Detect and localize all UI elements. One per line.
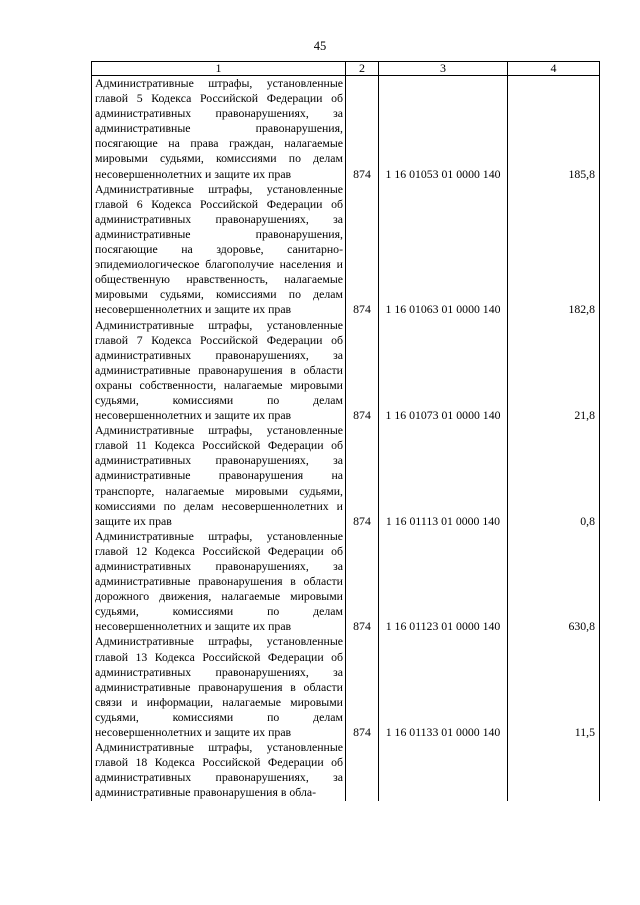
- table-row: [92, 76, 600, 182]
- row-amount: 630,8: [508, 529, 600, 635]
- row-description: Административные штрафы, установленные главой 12 Кодекса Российской Федерации об административных правонарушениях, за административные правонарушения в области дорожного движения, налагаемые мировыми судьями, комиссиями по делам несовершеннолетних и защите их прав: [92, 529, 346, 635]
- row-budget-code: [379, 740, 508, 800]
- table-row: [92, 634, 600, 740]
- row-admin-code: 874: [346, 76, 379, 182]
- row-admin-code: 874: [346, 182, 379, 318]
- row-budget-code: 1 16 01123 01 0000 140: [379, 529, 508, 635]
- row-admin-code: 874: [346, 634, 379, 740]
- column-header-4: 4: [508, 62, 600, 76]
- column-header-2: 2: [346, 62, 379, 76]
- row-description: Административные штрафы, установленные главой 7 Кодекса Российской Федерации об административных правонарушениях, за административные правонарушения в области охраны собственности, налагаемые мировыми судьями, комиссиями по делам несовершеннолетних и защите их прав: [92, 318, 346, 424]
- row-admin-code: [346, 740, 379, 800]
- table-row: [92, 318, 600, 424]
- row-budget-code: 1 16 01073 01 0000 140: [379, 318, 508, 424]
- row-admin-code: 874: [346, 529, 379, 635]
- table-row: [92, 182, 600, 318]
- table-row: [92, 740, 600, 800]
- budget-revenue-table: [91, 61, 600, 801]
- column-header-3: 3: [379, 62, 508, 76]
- row-description: Административные штрафы, установленные главой 13 Кодекса Российской Федерации об административных правонарушениях, за административные правонарушения в области связи и информации, налагаемые мировыми судьями, комиссиями по делам несовершеннолетних и защите их прав: [92, 634, 346, 740]
- row-amount: 11,5: [508, 634, 600, 740]
- row-budget-code: 1 16 01133 01 0000 140: [379, 634, 508, 740]
- row-admin-code: 874: [346, 318, 379, 424]
- row-amount: 21,8: [508, 318, 600, 424]
- table-header-row: [92, 62, 600, 76]
- column-header-1: 1: [92, 62, 346, 76]
- row-description: Административные штрафы, установленные главой 5 Кодекса Российской Федерации об административных правонарушениях, за административные правонарушения, посягающие на права граждан, налагаемые мировыми судьями, комиссиями по делам несовершеннолетних и защите их прав: [92, 76, 346, 182]
- row-budget-code: 1 16 01053 01 0000 140: [379, 76, 508, 182]
- row-description: Административные штрафы, установленные главой 6 Кодекса Российской Федерации об административных правонарушениях, за административные правонарушения, посягающие на здоровье, санитарно-эпидемиологическое благополучие населения и общественную нравственность, налагаемые мировыми судьями, комиссиями по делам несовершеннолетних и защите их прав: [92, 182, 346, 318]
- table-row: [92, 423, 600, 529]
- row-description: Административные штрафы, установленные главой 18 Кодекса Российской Федерации об административных правонарушениях, за административные правонарушения в обла-: [92, 740, 346, 800]
- row-amount: 185,8: [508, 76, 600, 182]
- row-amount: [508, 740, 600, 800]
- row-admin-code: 874: [346, 423, 379, 529]
- row-description: Административные штрафы, установленные главой 11 Кодекса Российской Федерации об административных правонарушениях, за административные правонарушения на транспорте, налагаемые мировыми судьями, комиссиями по делам несовершеннолетних и защите их прав: [92, 423, 346, 529]
- table-row: [92, 529, 600, 635]
- row-budget-code: 1 16 01113 01 0000 140: [379, 423, 508, 529]
- row-budget-code: 1 16 01063 01 0000 140: [379, 182, 508, 318]
- page-number: 45: [313, 39, 327, 53]
- row-amount: 0,8: [508, 423, 600, 529]
- row-amount: 182,8: [508, 182, 600, 318]
